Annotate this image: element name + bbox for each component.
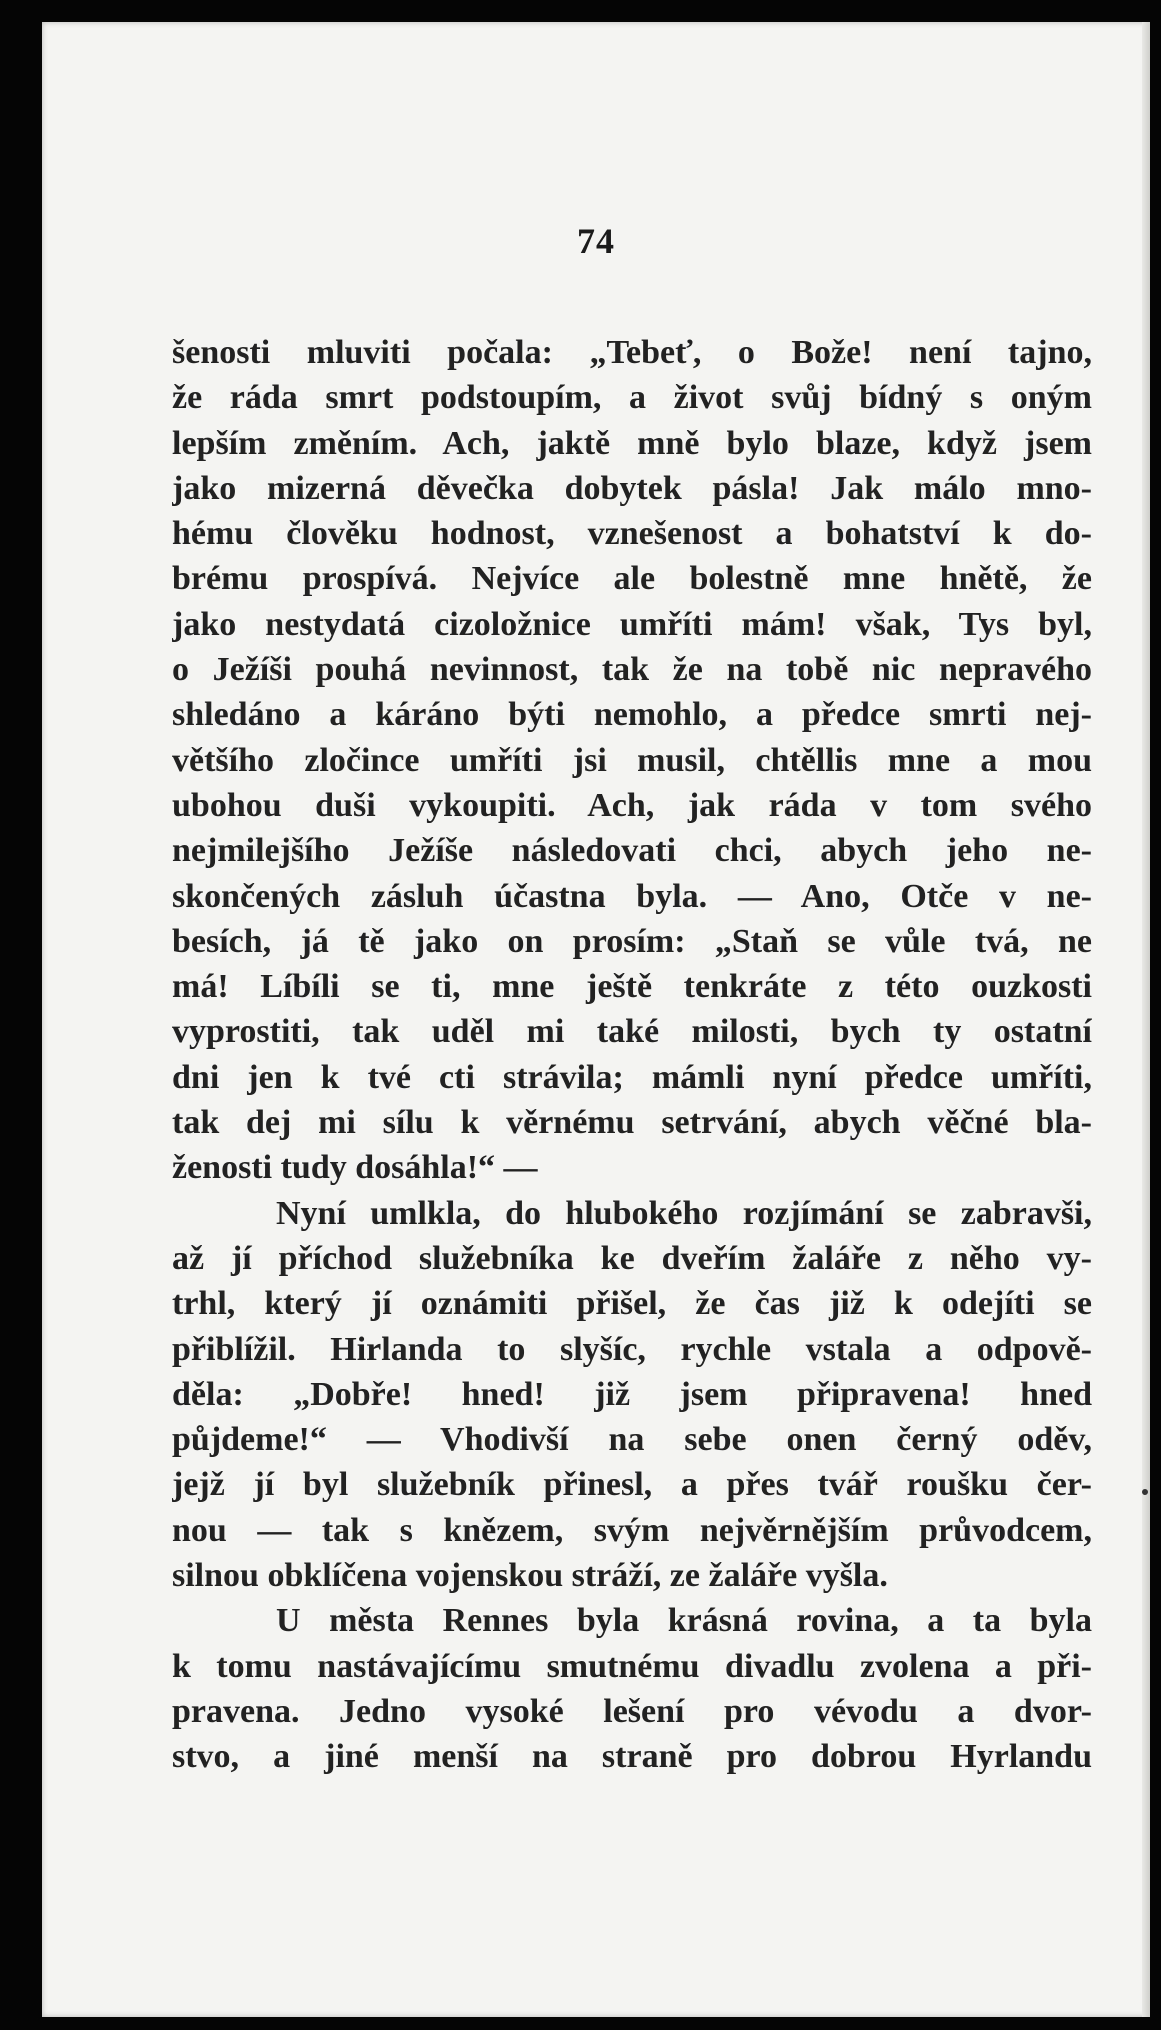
text-line: dni jen k tvé cti strávila; mámli nyní předce umříti, [172, 1058, 1092, 1096]
page-edge [1142, 22, 1150, 2017]
text-line: stvo, a jiné menší na straně pro dobrou Hyrlandu [172, 1738, 1092, 1776]
text-line: půjdeme!“ — Vhodivší na sebe onen černý oděv, [172, 1421, 1092, 1459]
text-line: silnou obklíčena vojenskou stráží, ze žaláře vyšla. [172, 1557, 888, 1595]
text-line: nou — tak s knězem, svým nejvěrnějším průvodcem, [172, 1511, 1092, 1549]
paragraph [172, 330, 1092, 1191]
text-line: jako nestydatá cizoložnice umříti mám! však, Tys byl, [172, 605, 1092, 643]
text-line: Nyní umlkla, do hlubokého rozjímání se zabravši, [276, 1194, 1092, 1232]
text-line: lepším změním. Ach, jaktě mně bylo blaze, když jsem [172, 424, 1092, 462]
text-line: ubohou duši vykoupiti. Ach, jak ráda v tom svého [172, 786, 1092, 824]
text-line: tak dej mi sílu k věrnému setrvání, abych věčné bla- [172, 1104, 1092, 1142]
text-line: až jí příchod služebníka ke dveřím žaláře z něho vy- [172, 1239, 1092, 1277]
text-line: má! Líbíli se ti, mne ještě tenkráte z této ouzkosti [172, 968, 1092, 1006]
page-number: 74 [577, 221, 615, 261]
text-line: U města Rennes byla krásná rovina, a ta byla [276, 1602, 1092, 1640]
text-line: shledáno a káráno býti nemohlo, a předce smrti nej- [172, 696, 1092, 734]
text-line: ženosti tudy dosáhla!“ — [172, 1149, 538, 1187]
text-line: nejmilejšího Ježíše následovati chci, abych jeho ne- [172, 832, 1092, 870]
text-line: že ráda smrt podstoupím, a život svůj bídný s oným [172, 379, 1092, 417]
text-line: jejž jí byl služebník přinesl, a přes tvář roušku čer- [172, 1466, 1092, 1504]
body-text [172, 330, 1092, 1780]
text-line: besích, já tě jako on prosím: „Staň se vůle tvá, ne [172, 922, 1092, 960]
text-line: přiblížil. Hirlanda to slyšíc, rychle vstala a odpově- [172, 1330, 1092, 1368]
text-line: většího zločince umříti jsi musil, chtěllis mne a mou [172, 741, 1092, 779]
text-line: k tomu nastávajícímu smutnému divadlu zvolena a při- [172, 1647, 1092, 1685]
text-line: jako mizerná děvečka dobytek pásla! Jak málo mno- [172, 469, 1092, 507]
text-line: trhl, který jí oznámiti přišel, že čas již k odejíti se [172, 1285, 1092, 1323]
text-line: skončených zásluh účastna byla. — Ano, Otče v ne- [172, 877, 1092, 915]
text-line: děla: „Dobře! hned! již jsem připravena! hned [172, 1375, 1092, 1413]
text-line: hému člověku hodnost, vznešenost a bohatství k do- [172, 515, 1092, 553]
paragraph [172, 1598, 1092, 1779]
text-line: šenosti mluviti počala: „Tebeť, o Bože! není tajno, [172, 334, 1092, 371]
text-line: o Ježíši pouhá nevinnost, tak že na tobě nic nepravého [172, 651, 1092, 689]
paragraph [172, 1191, 1092, 1599]
margin-mark [1142, 1489, 1148, 1495]
text-line: pravena. Jedno vysoké lešení pro vévodu a dvor- [172, 1692, 1092, 1730]
text-line: brému prospívá. Nejvíce ale bolestně mne hnětě, že [172, 560, 1092, 598]
book-page [42, 22, 1150, 2017]
text-line: vyprostiti, tak uděl mi také milosti, bych ty ostatní [172, 1013, 1092, 1051]
